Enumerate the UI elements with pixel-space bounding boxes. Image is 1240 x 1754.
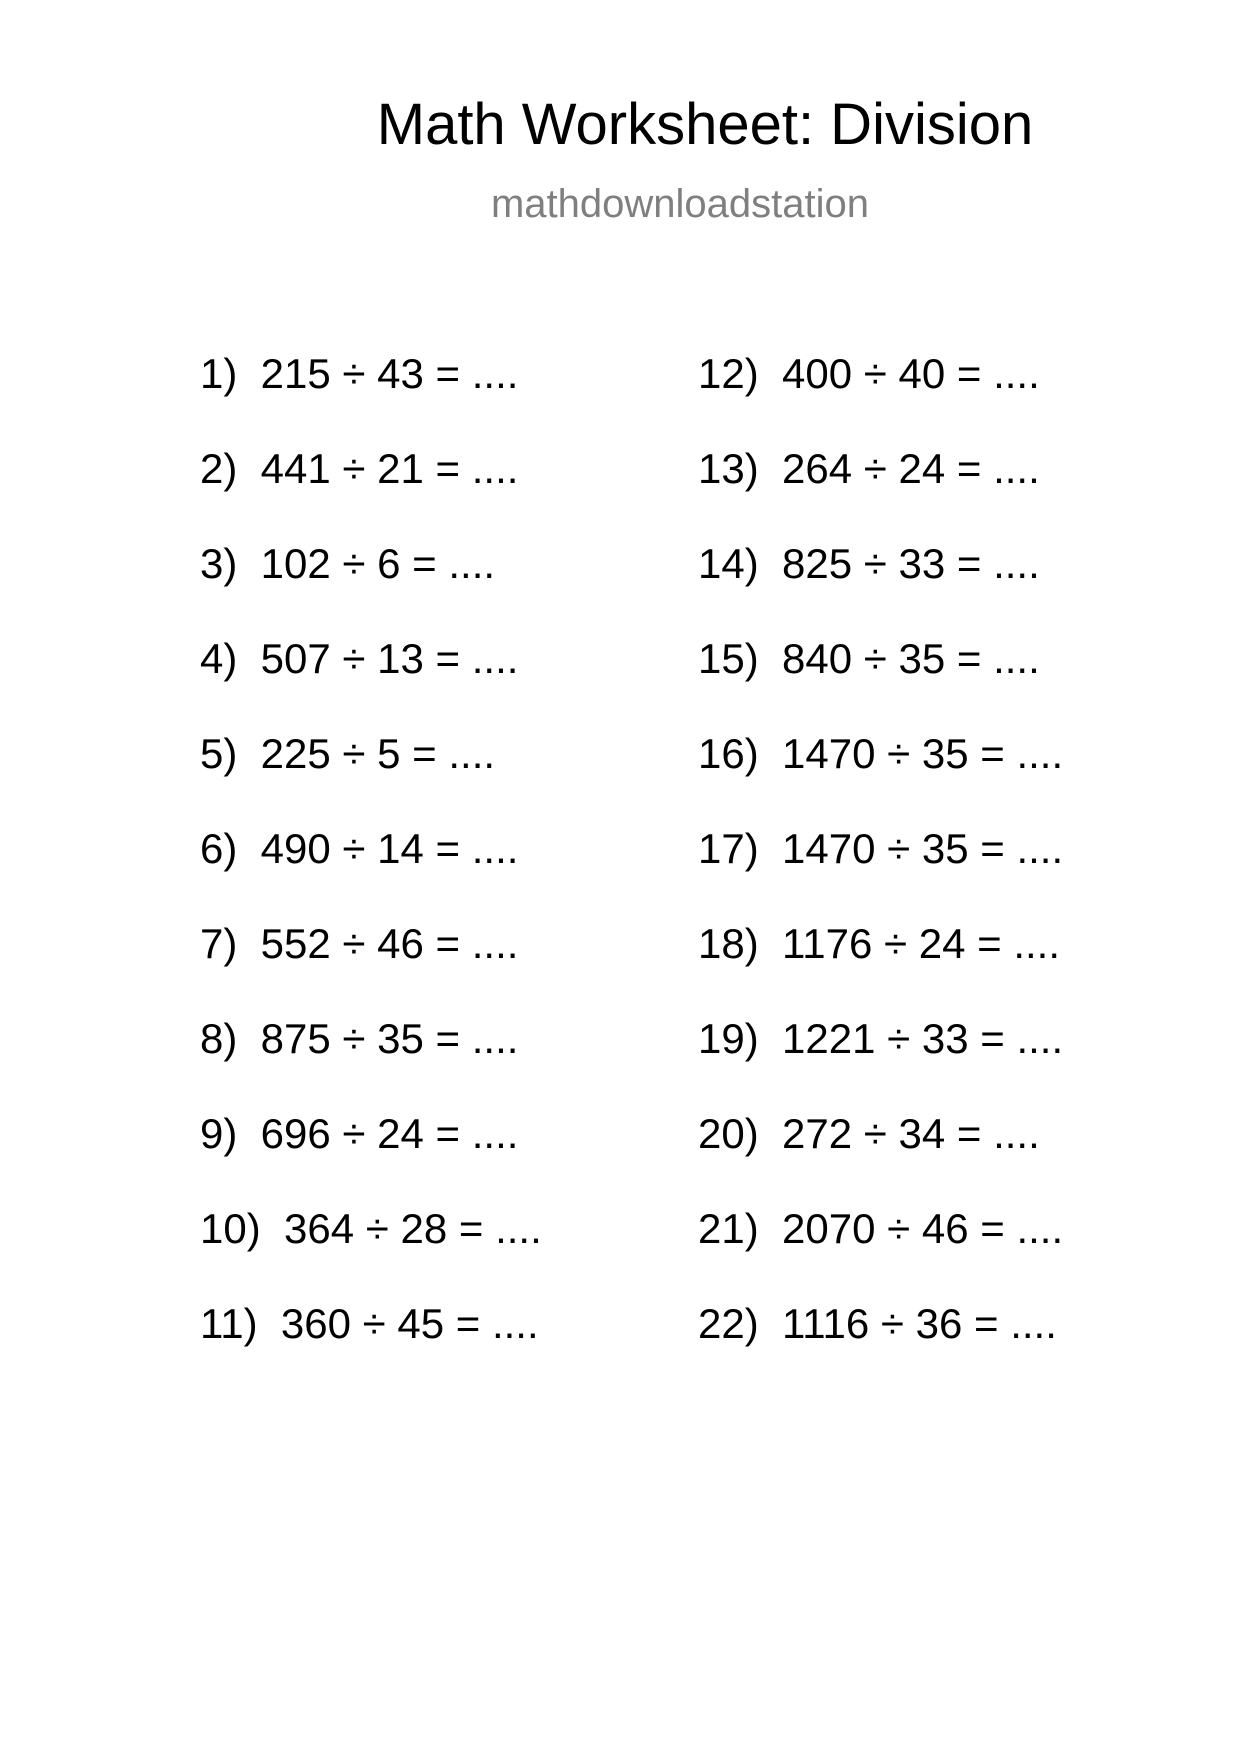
problem-8: 8) 875 ÷ 35 = .... [200,1015,519,1062]
problem-3: 3) 102 ÷ 6 = .... [200,540,496,587]
problem-10: 10) 364 ÷ 28 = .... [200,1205,542,1252]
problems-right-column [698,350,1063,1395]
problem-17: 17) 1470 ÷ 35 = .... [698,825,1064,872]
problem-13: 13) 264 ÷ 24 = .... [698,445,1040,492]
problem-6: 6) 490 ÷ 14 = .... [200,825,519,872]
problem-1: 1) 215 ÷ 43 = .... [200,350,519,397]
problem-15: 15) 840 ÷ 35 = .... [698,635,1040,682]
problem-16: 16) 1470 ÷ 35 = .... [698,730,1064,777]
problem-12: 12) 400 ÷ 40 = .... [698,350,1040,397]
problem-14: 14) 825 ÷ 33 = .... [698,540,1040,587]
problems-left-column [200,350,542,1395]
problem-4: 4) 507 ÷ 13 = .... [200,635,519,682]
problem-21: 21) 2070 ÷ 46 = .... [698,1205,1064,1252]
problem-19: 19) 1221 ÷ 33 = .... [698,1015,1064,1062]
problem-5: 5) 225 ÷ 5 = .... [200,730,496,777]
problem-11: 11) 360 ÷ 45 = .... [200,1300,539,1347]
problem-9: 9) 696 ÷ 24 = .... [200,1110,519,1157]
problem-7: 7) 552 ÷ 46 = .... [200,920,519,967]
worksheet-subtitle: mathdownloadstation [490,182,870,226]
worksheet-title: Math Worksheet: Division [376,92,1034,157]
problem-2: 2) 441 ÷ 21 = .... [200,445,519,492]
problem-20: 20) 272 ÷ 34 = .... [698,1110,1040,1157]
problem-18: 18) 1176 ÷ 24 = .... [698,920,1061,967]
problem-22: 22) 1116 ÷ 36 = .... [698,1300,1057,1347]
